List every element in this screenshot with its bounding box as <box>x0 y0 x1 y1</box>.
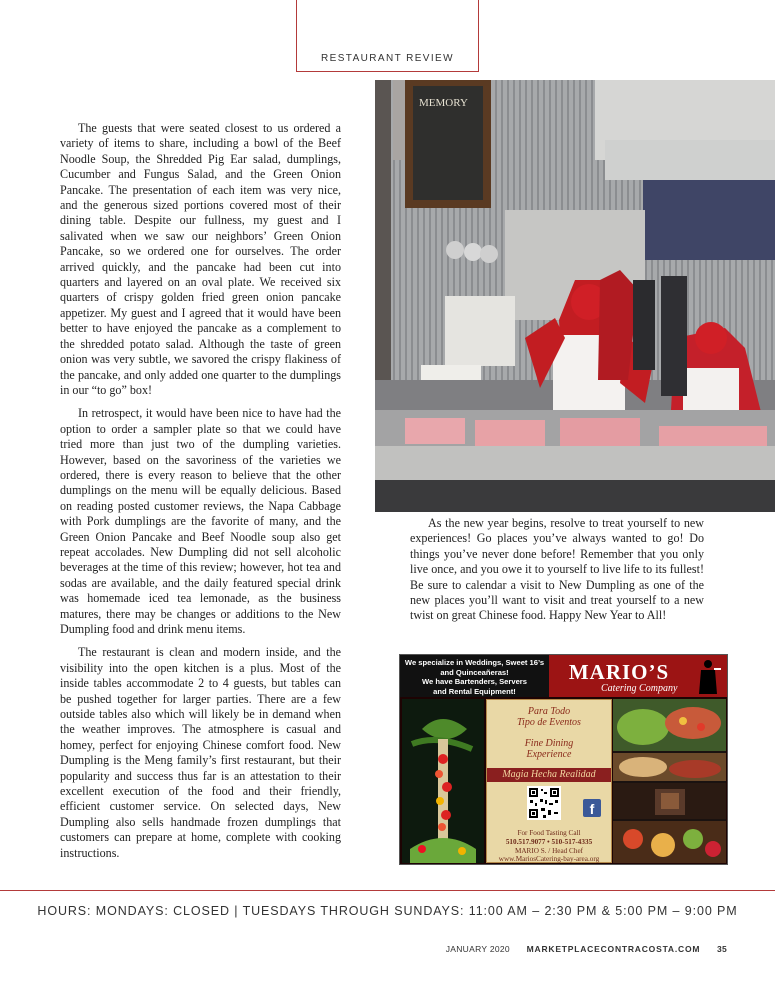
article-paragraph: In retrospect, it would have been nice to have had the option to order a sampler plate so that we could have tried more than just two of the dumpling varieties. However, based on the savoriness of the varieties we ordered, there is every reason to believe that the other dumplings on the menu will be equally delicious. Based on reading posted customer reviews, the Napa Cabbage with Pork dumplings are the favorite of many, and the Green Onion Pancake and Beef Noodle soup also get repeat accolades. New Dumpling did not sell alcoholic beverages at the time of this review; however, hot tea and sodas are available, and the daily featured special drink was homemade iced tea lemonade, as the business matures, there may be changes or additions to the New Dumpling food and drink menu items. <box>60 406 341 636</box>
ad-brand-sub: Catering Company <box>601 683 678 694</box>
footer-divider <box>0 890 775 891</box>
article-paragraph: The restaurant is clean and modern inside, and the visibility into the open kitchen is a plus. Most of the inside tables accommodate 2 to 4 guests, but tables can be pushed together for larger parties. There are a few outside tables also which will likely be in demand when the weather improves. The atmosphere is casual and homey, perfect for enjoying Chinese comfort food. New Dumpling is the Meng family’s first restaurant, but their popularity and success thus far is an attestation to their excellent execution of the food and their friendly, efficient customer service. On selected days, New Dumpling also sells handmade frozen dumplings that customers can prepare at home, complete with cooking instructions. <box>60 645 341 860</box>
waiter-icon <box>693 658 723 696</box>
article-paragraph: As the new year begins, resolve to treat yourself to new experiences! Go places you’ve always wanted to go! Do things you’ve never done before! Remember that you only live once, and you owe it to yourself to live life to its fullest! Be sure to calendar a visit to New Dumpling as one of the new places you’ll want to visit and treat yourself to a new twist on great Chinese food. Happy New Year to All! <box>410 516 704 623</box>
ad-script-line: Experience <box>526 749 572 760</box>
article-right-column <box>410 516 704 624</box>
ad-brand: MARIO’S <box>568 660 670 684</box>
kitchen-photo <box>375 80 775 512</box>
qr-code-icon[interactable] <box>527 786 561 820</box>
section-label: RESTAURANT REVIEW <box>321 53 454 64</box>
article-paragraph: The guests that were seated closest to us ordered a variety of items to share, including a bowl of the Beef Noodle Soup, the Shredded Pig Ear salad, dumplings, Cucumber and Fungus Salad, and the Green Onion Pancake. The presentation of each item was very nice, and the generous sized portions covered most of their dining table. Despite our fullness, my guest and I salivated when we saw our neighbors’ Green Onion Pancake, so we ordered one for ourselves. The order arrived quickly, and the pancake had been cut into quarters and layered on an oval plate. We received six quarters of crispy golden fried green onion pancake appetizer. My guest and I agreed that it would have been better to have enjoyed the pancake as a complement to the shredded potato salad. Although the taste of green onion was very subtle, we savored the crispy flakiness of the pancake, and only added one quarter to the dumplings in our “to go” box! <box>60 121 341 397</box>
ad-slogan-band: Magia Hecha Realidad <box>487 768 611 782</box>
ad-food-images <box>613 699 726 863</box>
page-footer <box>446 944 727 954</box>
ad-script-line: Para Todo <box>527 706 571 717</box>
ad-fruit-tree-image <box>402 699 484 863</box>
marios-catering-ad[interactable] <box>399 654 728 865</box>
section-tab <box>296 0 479 72</box>
ad-info-panel <box>486 699 612 863</box>
ad-header <box>400 655 727 697</box>
ad-brand-band <box>549 655 727 697</box>
ad-script-line: Tipo de Eventos <box>517 717 581 728</box>
ad-script-line: Fine Dining <box>524 738 574 749</box>
article-left-column <box>60 121 341 869</box>
website-link[interactable]: MARKETPLACECONTRACOSTA.COM <box>526 944 701 954</box>
facebook-icon[interactable]: f <box>583 799 601 817</box>
ad-tagline: We specialize in Weddings, Sweet 16’s and Quinceañeras! We have Bartenders, Servers and Rental Equipment! <box>400 655 549 697</box>
issue-date: JANUARY 2020 <box>445 944 510 954</box>
page-number: 35 <box>716 944 727 954</box>
menu-board-text: MEMORY <box>419 97 468 109</box>
ad-contact-block: For Food Tasting Call 510.517.9077 • 510-517-4335 MARIO S. / Head Chef www.MariosCatering-bay-area.org <box>498 829 600 864</box>
hours-text: HOURS: MONDAYS: CLOSED | TUESDAYS THROUGH SUNDAYS: 11:00 AM – 2:30 PM & 5:00 PM – 9:00 PM <box>37 904 738 918</box>
